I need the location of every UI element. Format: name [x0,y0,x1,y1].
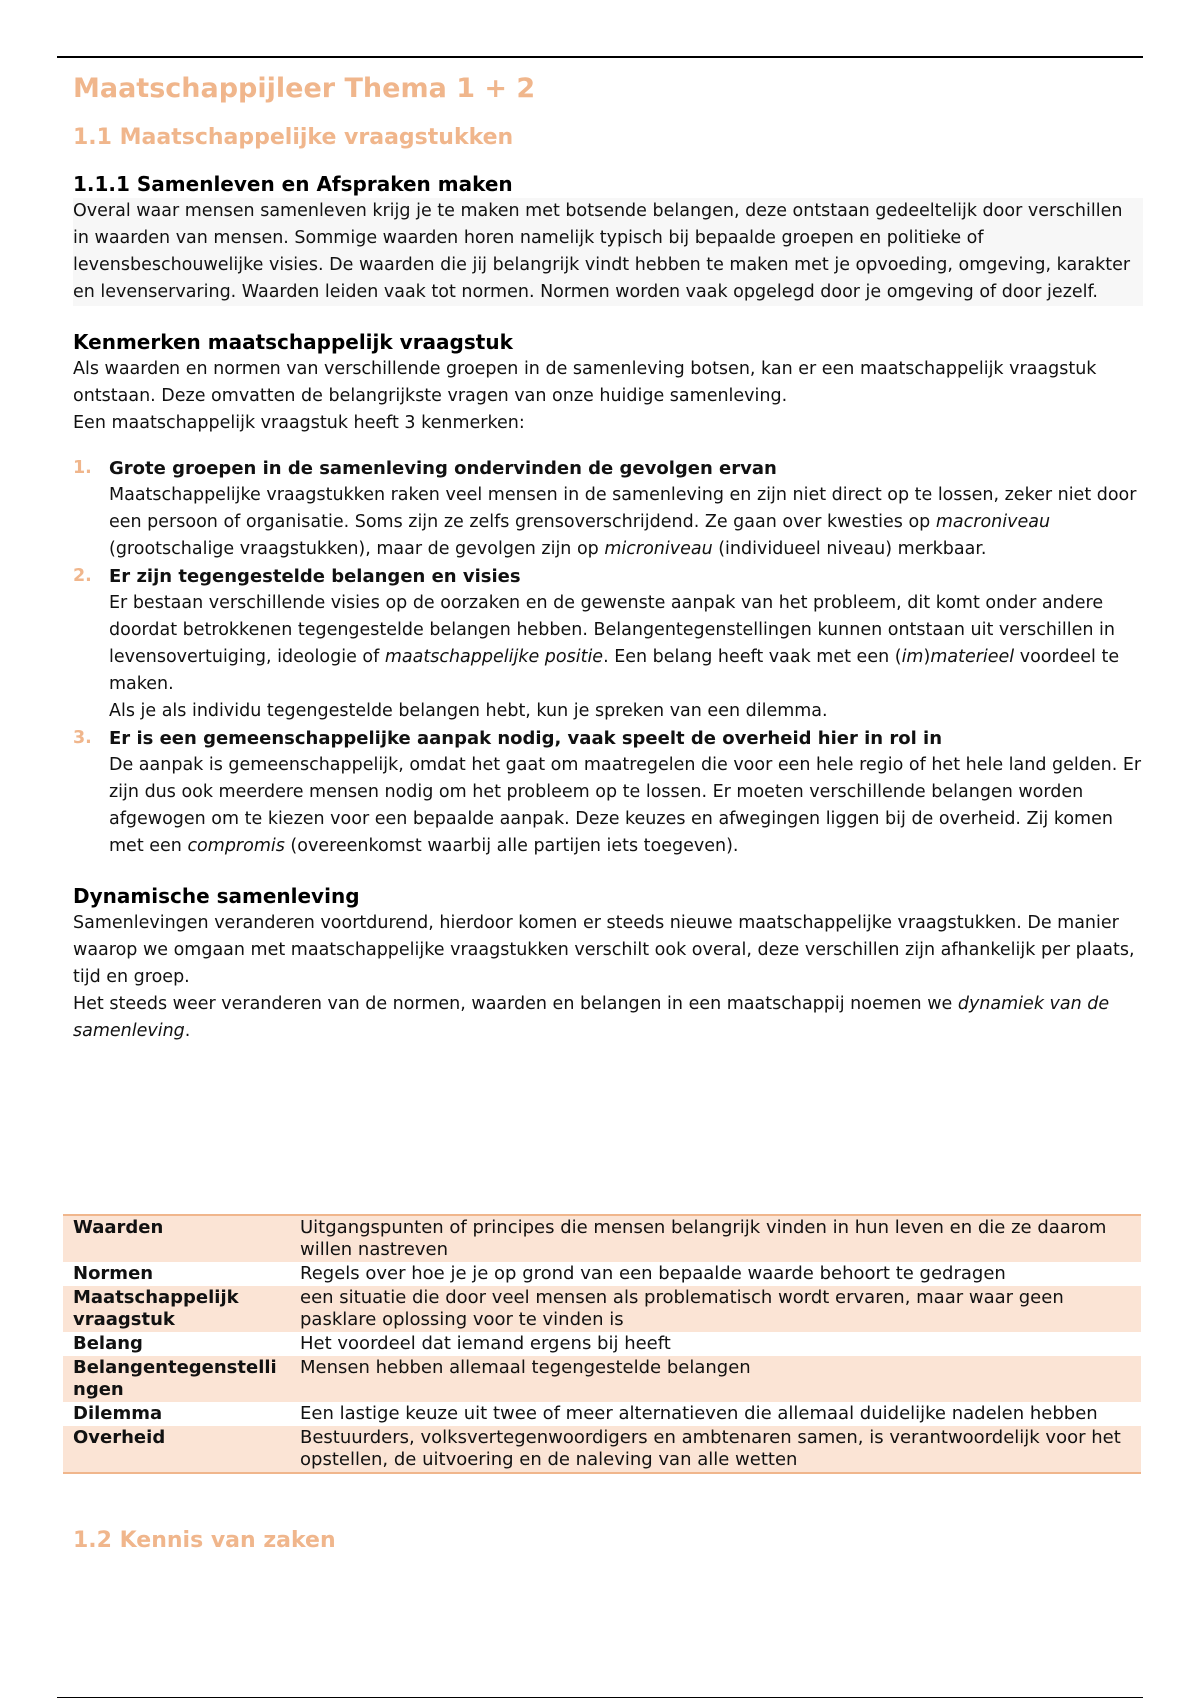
list-item-text: Maatschappelijke vraagstukken raken veel mensen in de samenleving en zijn niet direct op te lossen, zeker niet door een persoon of organisatie. Soms zijn ze zelfs grensoverschrijdend. Ze gaan over kwesties op macroniveau (grootschalige vraagstukken), maar de gevolgen zijn op microniveau (individueel niveau) merkbaar. [109,485,1137,559]
list-item-text-2: Als je als individu tegengestelde belangen hebt, kun je spreken van een dilemma. [109,701,828,721]
list-item-text: De aanpak is gemeenschappelijk, omdat het gaat om maatregelen die voor een hele regio of het hele land gelden. Er zijn dus ook meerdere mensen nodig om het probleem op te lossen. Er moeten verschillende belangen worden afgewogen om te kiezen voor een bepaalde aanpak. Deze keuzes en afwegingen liggen bij de overheid. Zij komen met een compromis (overeenkomst waarbij alle partijen iets toegeven). [109,755,1142,856]
top-rule [57,56,1143,58]
definition-cell: een situatie die door veel mensen als problematisch wordt ervaren, maar waar geen pasklare oplossing voor te vinden is [290,1286,1141,1332]
term-cell: Belangentegenstellingen [63,1356,290,1402]
term-cell: Dilemma [73,1403,163,1424]
table-row [63,1426,1141,1473]
list-item [73,455,1143,563]
paragraph-kenmerken-intro: Als waarden en normen van verschillende groepen in de samenleving botsen, kan er een maatschappelijk vraagstuk ontstaan. Deze omvatten de belangrijkste vragen van onze huidige samenleving. [73,359,1097,406]
paragraph-kenmerken-count: Een maatschappelijk vraagstuk heeft 3 kenmerken: [73,413,525,433]
list-item-title: Er is een gemeenschappelijke aanpak nodig, vaak speelt de overheid hier in rol in [109,728,943,749]
table-row [63,1356,1141,1402]
definition-cell: Uitgangspunten of principes die mensen belangrijk vinden in hun leven en die ze daarom willen nastreven [290,1215,1141,1262]
kenmerken-list [73,455,1143,860]
table-row [63,1215,1141,1262]
section-heading-1-2: 1.2 Kennis van zaken [73,1528,336,1553]
list-item [73,563,1143,725]
document-title: Maatschappijleer Thema 1 + 2 [73,73,536,104]
definition-cell: Het voordeel dat iemand ergens bij heeft [300,1333,671,1354]
term-cell: Overheid [63,1426,290,1473]
subheading-samenleven: 1.1.1 Samenleven en Afspraken maken [73,172,513,196]
table-row [63,1332,1141,1356]
subheading-kenmerken: Kenmerken maatschappelijk vraagstuk [73,330,513,354]
definition-cell: Regels over hoe je je op grond van een bepaalde waarde behoort te gedragen [300,1263,1006,1284]
terms-table [63,1214,1141,1474]
bottom-rule [57,1697,1143,1698]
paragraph-dynamiek: Het steeds weer veranderen van de normen, waarden en belangen in een maatschappij noemen we dynamiek van de samenleving. [73,994,1110,1041]
term-cell: Waarden [63,1215,290,1262]
section-heading-1-1: 1.1 Maatschappelijke vraagstukken [73,125,514,150]
table-row [63,1262,1141,1286]
table-row [63,1402,1141,1426]
paragraph-dynamisch: Samenlevingen veranderen voortdurend, hierdoor komen er steeds nieuwe maatschappelijke vraagstukken. De manier waarop we omgaan met maatschappelijke vraagstukken verschilt ook overal, deze verschillen zijn afhankelijk per plaats, tijd en groep. [73,913,1135,987]
list-item-title: Grote groepen in de samenleving ondervinden de gevolgen ervan [109,458,777,479]
list-item [73,725,1143,860]
table-row [63,1286,1141,1332]
paragraph-samenleven: Overal waar mensen samenleven krijg je te maken met botsende belangen, deze ontstaan gedeeltelijk door verschillen in waarden van mensen. Sommige waarden horen namelijk typisch bij bepaalde groepen en politieke of levensbeschouwelijke visies. De waarden die jij belangrijk vindt hebben te maken met je opvoeding, omgeving, karakter en levenservaring. Waarden leiden vaak tot normen. Normen worden vaak opgelegd door je omgeving of door jezelf. [73,198,1143,306]
list-number: 1. [73,458,92,478]
list-item-title: Er zijn tegengestelde belangen en visies [109,566,521,587]
list-number: 3. [73,728,92,748]
term-cell: Maatschappelijk vraagstuk [63,1286,290,1332]
definition-cell: Bestuurders, volksvertegenwoordigers en ambtenaren samen, is verantwoordelijk voor het opstellen, de uitvoering en de naleving van alle wetten [290,1426,1141,1473]
document-page [73,68,1143,1045]
definition-cell: Een lastige keuze uit twee of meer alternatieven die allemaal duidelijke nadelen hebben [300,1403,1098,1424]
list-number: 2. [73,566,92,586]
term-cell: Normen [73,1263,154,1284]
subheading-dynamisch: Dynamische samenleving [73,884,360,908]
definition-cell: Mensen hebben allemaal tegengestelde belangen [290,1356,1141,1402]
list-item-text: Er bestaan verschillende visies op de oorzaken en de gewenste aanpak van het probleem, dit komt onder andere doordat betrokkenen tegengestelde belangen hebben. Belangentegenstellingen kunnen ontstaan uit verschillen in levensovertuiging, ideologie of maatschappelijke positie. Een belang heeft vaak met een (im)materieel voordeel te maken. [109,593,1120,694]
term-cell: Belang [73,1333,143,1354]
